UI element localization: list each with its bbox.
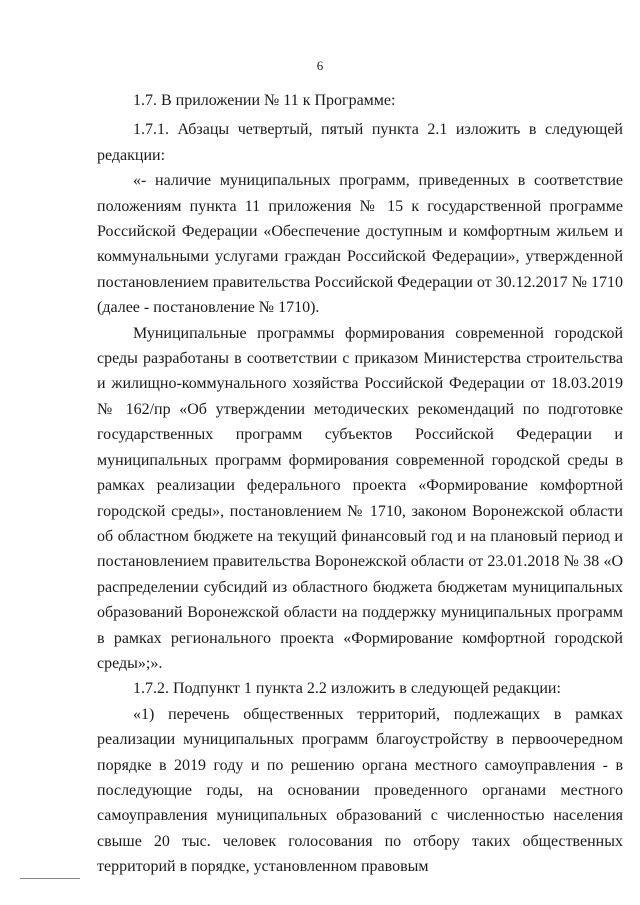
page-number: 6	[316, 58, 324, 73]
footer-rule	[20, 878, 80, 879]
paragraph-1-7-2: 1.7.2. Подпункт 1 пункта 2.2 изложить в следующей редакции:	[133, 680, 561, 698]
document-body	[97, 88, 623, 880]
paragraph-1-7-1: 1.7.1. Абзацы четвертый, пятый пункта 2.1 изложить в следующей редакции:	[97, 121, 623, 164]
paragraph-municipal-programs-development: Муниципальные программы формирования современной городской среды разработаны в соответствии с приказом Министерства строительства и жилищно-коммунального хозяйства Российской Федерации от 18.03.2019 № 162/пр «Об утверждении методических рекомендаций по подготовке государственных программ субъектов Российской Федерации и муниципальных программ формирования современной городской среды в рамках реализации федерального проекта «Формирование комфортной городской среды», постановлением № 1710, законом Воронежской области об областном бюджете на текущий финансовый год и на плановый период и постановлением правительства Воронежской области от 23.01.2018 № 38 «О распределении субсидий из областного бюджета бюджетам муниципальных образований Воронежской области на поддержку муниципальных программ в рамках регионального проекта «Формирование комфортной городской среды»;».	[97, 324, 623, 672]
paragraph-quote-municipal-programs: «- наличие муниципальных программ, приведенных в соответствие положениям пункта 11 приложения № 15 к государственной программе Российской Федерации «Обеспечение доступным и комфортным жильем и коммунальными услугами граждан Российской Федерации», утвержденной постановлением правительства Российской Федерации от 30.12.2017 № 1710 (далее - постановление № 1710).	[97, 172, 623, 317]
section-heading: 1.7. В приложении № 11 к Программе:	[133, 92, 396, 109]
paragraph-quote-public-territories: «1) перечень общественных территорий, подлежащих в рамках реализации муниципальных программ благоустройству в первоочередном порядке в 2019 году и по решению органа местного самоуправления - в последующие годы, на основании проведенного органами местного самоуправления муниципальных образований с численностью населения свыше 20 тыс. человек голосования по отбору таких общественных территорий в порядке, установленном правовым	[97, 705, 623, 876]
